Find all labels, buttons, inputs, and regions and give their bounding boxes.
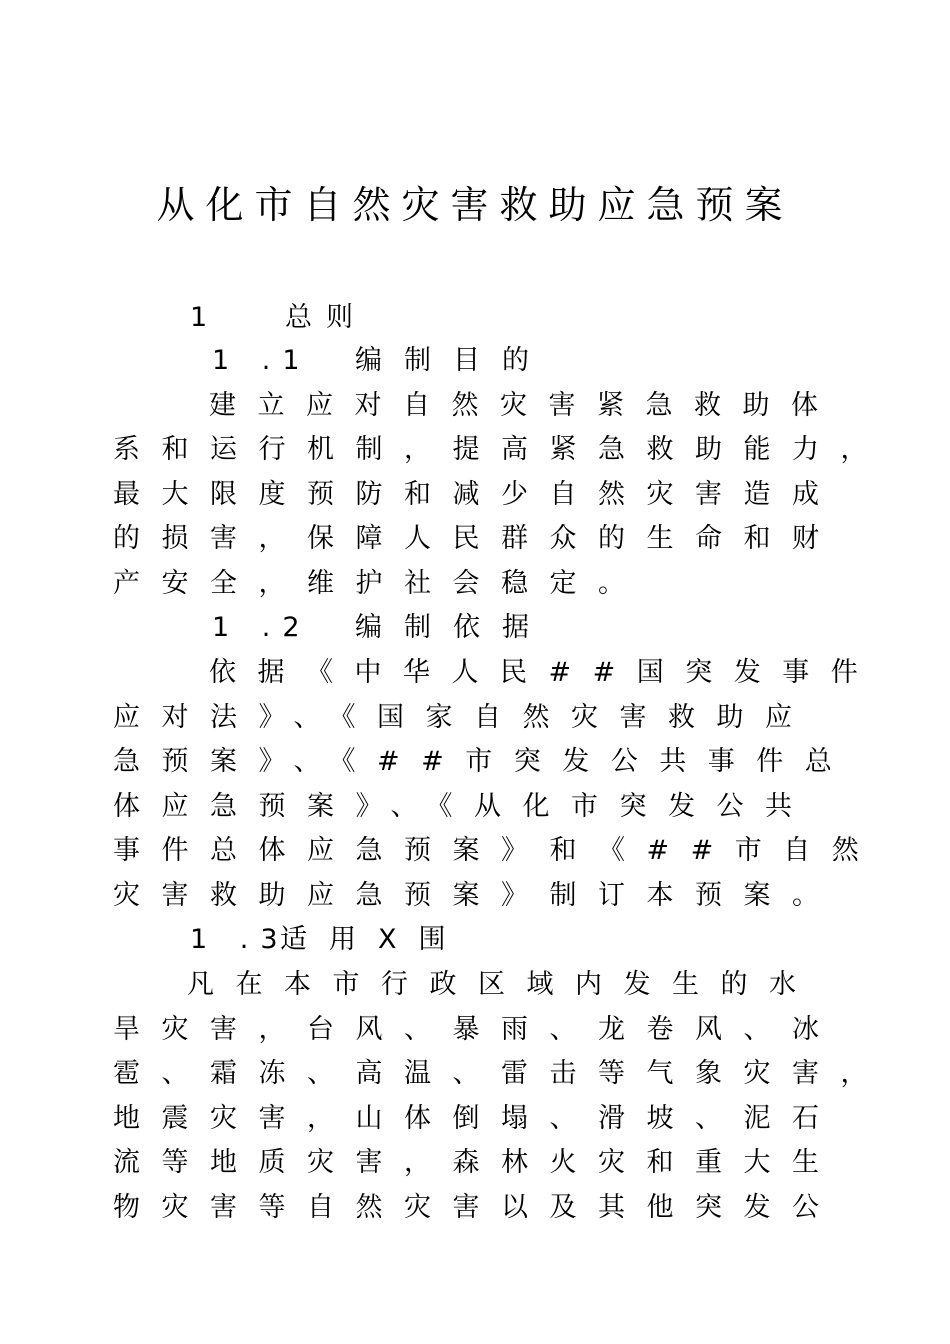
section-1-heading [190, 300, 367, 336]
paragraph-line: 应对法》、《国家自然灾害救助应 [113, 702, 814, 733]
paragraph-line: 雹、霜冻、高温、雷击等气象灾害， [113, 1058, 889, 1089]
section-1-1-number: 1 .1 [212, 345, 312, 376]
section-1-2-label: 编制依据 [355, 612, 551, 643]
paragraph-line: 流等地质灾害，森林火灾和重大生 [113, 1147, 841, 1178]
section-1-2-number: 1 .2 [212, 612, 312, 643]
section-1-3-heading [190, 922, 468, 958]
section-1-3-label: 适用X围 [280, 924, 468, 955]
paragraph-line: 体应急预案》、《从化市突发公共 [113, 791, 814, 822]
section-1-3-number: 1 .3 [190, 924, 290, 955]
paragraph-line: 最大限度预防和减少自然灾害造成 [113, 479, 841, 510]
paragraph-line: 事件总体应急预案》和《##市自然 [113, 835, 881, 866]
section-1-1-heading [212, 343, 551, 379]
paragraph-line: 地震灾害，山体倒塌、滑坡、泥石 [113, 1103, 841, 1134]
section-1-1-label: 编制目的 [355, 345, 551, 376]
paragraph-line: 物灾害等自然灾害以及其他突发公 [113, 1192, 841, 1223]
section-1-number: 1 [190, 302, 208, 333]
paragraph-line: 产安全，维护社会稳定。 [113, 568, 647, 599]
paragraph-line: 系和运行机制，提高紧急救助能力， [113, 434, 889, 465]
paragraph-line: 的损害，保障人民群众的生命和财 [113, 523, 841, 554]
paragraph-line: 凡在本市行政区域内发生的水 [187, 969, 818, 1000]
paragraph-line: 急预案》、《##市突发公共事件总 [113, 746, 854, 777]
paragraph-line: 旱灾害，台风、暴雨、龙卷风、冰 [113, 1014, 841, 1045]
paragraph-line: 建立应对自然灾害紧急救助体 [209, 390, 840, 421]
paragraph-line: 依据《中华人民##国突发事件 [209, 657, 880, 688]
document-title: 从化市自然灾害救助应急预案 [156, 183, 794, 227]
paragraph-line: 灾害救助应急预案》制订本预案。 [113, 880, 841, 911]
section-1-label: 总则 [285, 302, 367, 333]
section-1-2-heading [212, 610, 551, 646]
